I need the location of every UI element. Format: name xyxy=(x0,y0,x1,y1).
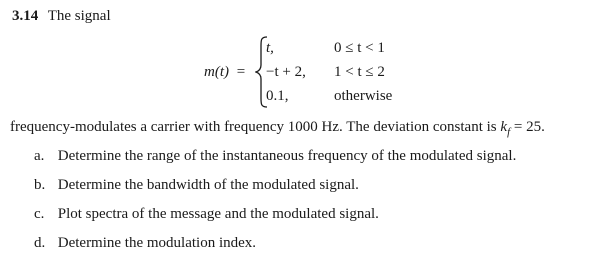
part-d xyxy=(34,233,516,262)
case-2-expression: −t + 2, xyxy=(266,64,306,80)
part-b-label: b. xyxy=(34,177,46,193)
case-3-expression: 0.1, xyxy=(266,88,289,104)
part-b xyxy=(34,175,516,204)
part-b-text: Determine the bandwidth of the modulated signal. xyxy=(57,177,359,193)
problem-number: 3.14 xyxy=(12,8,39,24)
statement-text: frequency-modulates a carrier with frequency 1000 Hz. The deviation constant is xyxy=(10,119,501,135)
part-c-label: c. xyxy=(34,206,45,222)
equation-lhs xyxy=(204,64,245,81)
problem-title: The signal xyxy=(47,8,111,24)
deviation-constant-subscript: f xyxy=(507,126,511,138)
case-1-condition: 0 ≤ t < 1 xyxy=(334,40,385,56)
piecewise-equation xyxy=(0,0,606,106)
problem-parts xyxy=(34,146,516,262)
equation-function: m(t) xyxy=(204,64,229,80)
part-c-text: Plot spectra of the message and the modulated signal. xyxy=(57,206,379,222)
problem-statement xyxy=(10,119,545,138)
case-1-expression: t, xyxy=(266,40,274,56)
part-a xyxy=(34,146,516,175)
part-d-label: d. xyxy=(34,235,46,251)
equation-equals: = xyxy=(236,64,246,80)
part-a-text: Determine the range of the instantaneous frequency of the modulated signal. xyxy=(57,148,517,164)
part-c xyxy=(34,204,516,233)
part-d-text: Determine the modulation index. xyxy=(57,235,257,251)
case-3-condition: otherwise xyxy=(334,88,393,104)
part-a-label: a. xyxy=(34,148,45,164)
deviation-constant-value: = 25. xyxy=(510,119,545,135)
case-2-condition: 1 < t ≤ 2 xyxy=(334,64,385,80)
deviation-constant-symbol: k xyxy=(500,119,508,135)
